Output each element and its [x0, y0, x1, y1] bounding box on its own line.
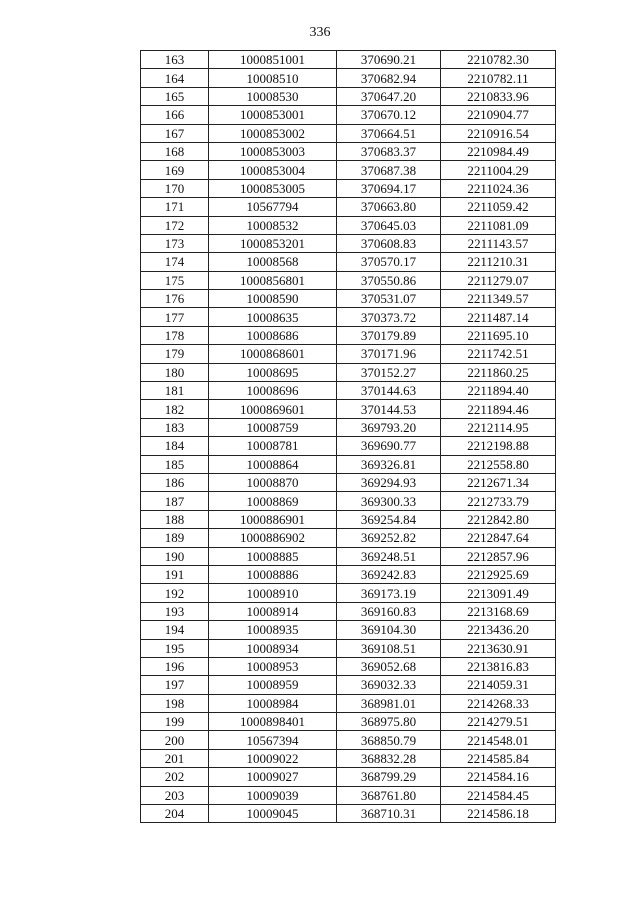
table-row	[141, 142, 556, 160]
point-code-cell: 10008984	[209, 694, 337, 712]
table-row	[141, 198, 556, 216]
row-number-cell: 192	[141, 584, 209, 602]
table-row	[141, 492, 556, 510]
point-code-cell: 10567794	[209, 198, 337, 216]
table-row	[141, 382, 556, 400]
y-coordinate-cell: 2213630.91	[441, 639, 556, 657]
table-row	[141, 69, 556, 87]
table-row	[141, 786, 556, 804]
point-code-cell: 1000851001	[209, 51, 337, 69]
y-coordinate-cell: 2214268.33	[441, 694, 556, 712]
table-row	[141, 308, 556, 326]
table-row	[141, 363, 556, 381]
table-row	[141, 565, 556, 583]
x-coordinate-cell: 370663.80	[337, 198, 441, 216]
point-code-cell: 1000868601	[209, 345, 337, 363]
y-coordinate-cell: 2212114.95	[441, 418, 556, 436]
table-row	[141, 437, 556, 455]
table-row	[141, 731, 556, 749]
x-coordinate-cell: 368850.79	[337, 731, 441, 749]
point-code-cell: 10008910	[209, 584, 337, 602]
y-coordinate-cell: 2214585.84	[441, 749, 556, 767]
point-code-cell: 1000853001	[209, 106, 337, 124]
x-coordinate-cell: 369032.33	[337, 676, 441, 694]
table-row	[141, 400, 556, 418]
row-number-cell: 163	[141, 51, 209, 69]
row-number-cell: 174	[141, 253, 209, 271]
row-number-cell: 172	[141, 216, 209, 234]
table-row	[141, 51, 556, 69]
x-coordinate-cell: 370608.83	[337, 234, 441, 252]
y-coordinate-cell: 2211349.57	[441, 290, 556, 308]
x-coordinate-cell: 370694.17	[337, 179, 441, 197]
y-coordinate-cell: 2210984.49	[441, 142, 556, 160]
x-coordinate-cell: 369690.77	[337, 437, 441, 455]
point-code-cell: 10008532	[209, 216, 337, 234]
x-coordinate-cell: 370682.94	[337, 69, 441, 87]
row-number-cell: 201	[141, 749, 209, 767]
y-coordinate-cell: 2212671.34	[441, 473, 556, 491]
x-coordinate-cell: 369104.30	[337, 621, 441, 639]
table-row	[141, 676, 556, 694]
y-coordinate-cell: 2213091.49	[441, 584, 556, 602]
x-coordinate-cell: 370645.03	[337, 216, 441, 234]
x-coordinate-cell: 370690.21	[337, 51, 441, 69]
row-number-cell: 200	[141, 731, 209, 749]
point-code-cell: 10008568	[209, 253, 337, 271]
row-number-cell: 182	[141, 400, 209, 418]
x-coordinate-cell: 369254.84	[337, 510, 441, 528]
point-code-cell: 1000853201	[209, 234, 337, 252]
y-coordinate-cell: 2211143.57	[441, 234, 556, 252]
x-coordinate-cell: 369160.83	[337, 602, 441, 620]
point-code-cell: 10008696	[209, 382, 337, 400]
point-code-cell: 10008510	[209, 69, 337, 87]
point-code-cell: 1000886902	[209, 529, 337, 547]
table-row	[141, 87, 556, 105]
point-code-cell: 1000856801	[209, 271, 337, 289]
y-coordinate-cell: 2211210.31	[441, 253, 556, 271]
row-number-cell: 186	[141, 473, 209, 491]
point-code-cell: 10008934	[209, 639, 337, 657]
y-coordinate-cell: 2210916.54	[441, 124, 556, 142]
table-row	[141, 602, 556, 620]
row-number-cell: 193	[141, 602, 209, 620]
row-number-cell: 176	[141, 290, 209, 308]
table-row	[141, 290, 556, 308]
table-row	[141, 657, 556, 675]
table-row	[141, 639, 556, 657]
point-code-cell: 1000853005	[209, 179, 337, 197]
y-coordinate-cell: 2211004.29	[441, 161, 556, 179]
x-coordinate-cell: 370647.20	[337, 87, 441, 105]
x-coordinate-cell: 370670.12	[337, 106, 441, 124]
x-coordinate-cell: 370687.38	[337, 161, 441, 179]
table-row	[141, 510, 556, 528]
y-coordinate-cell: 2213816.83	[441, 657, 556, 675]
point-code-cell: 10008959	[209, 676, 337, 694]
x-coordinate-cell: 369326.81	[337, 455, 441, 473]
y-coordinate-cell: 2212198.88	[441, 437, 556, 455]
x-coordinate-cell: 370179.89	[337, 326, 441, 344]
point-code-cell: 10009039	[209, 786, 337, 804]
table-row	[141, 805, 556, 823]
point-code-cell: 10567394	[209, 731, 337, 749]
row-number-cell: 198	[141, 694, 209, 712]
y-coordinate-cell: 2212558.80	[441, 455, 556, 473]
row-number-cell: 189	[141, 529, 209, 547]
x-coordinate-cell: 368761.80	[337, 786, 441, 804]
table-row	[141, 547, 556, 565]
y-coordinate-cell: 2214584.16	[441, 768, 556, 786]
y-coordinate-cell: 2214548.01	[441, 731, 556, 749]
table-row	[141, 749, 556, 767]
table-row	[141, 455, 556, 473]
row-number-cell: 199	[141, 713, 209, 731]
table-row	[141, 418, 556, 436]
table-row	[141, 271, 556, 289]
row-number-cell: 183	[141, 418, 209, 436]
x-coordinate-cell: 368799.29	[337, 768, 441, 786]
row-number-cell: 169	[141, 161, 209, 179]
table-row	[141, 253, 556, 271]
point-code-cell: 10008935	[209, 621, 337, 639]
y-coordinate-cell: 2211894.46	[441, 400, 556, 418]
point-code-cell: 10008781	[209, 437, 337, 455]
x-coordinate-cell: 368710.31	[337, 805, 441, 823]
y-coordinate-cell: 2211059.42	[441, 198, 556, 216]
table-row	[141, 621, 556, 639]
x-coordinate-cell: 369252.82	[337, 529, 441, 547]
row-number-cell: 165	[141, 87, 209, 105]
point-code-cell: 10008530	[209, 87, 337, 105]
coordinates-table-body	[141, 51, 556, 823]
point-code-cell: 10008869	[209, 492, 337, 510]
point-code-cell: 10008885	[209, 547, 337, 565]
row-number-cell: 177	[141, 308, 209, 326]
y-coordinate-cell: 2212847.64	[441, 529, 556, 547]
point-code-cell: 10008870	[209, 473, 337, 491]
point-code-cell: 10008686	[209, 326, 337, 344]
x-coordinate-cell: 368981.01	[337, 694, 441, 712]
y-coordinate-cell: 2214279.51	[441, 713, 556, 731]
y-coordinate-cell: 2212857.96	[441, 547, 556, 565]
point-code-cell: 1000853002	[209, 124, 337, 142]
x-coordinate-cell: 369242.83	[337, 565, 441, 583]
y-coordinate-cell: 2211695.10	[441, 326, 556, 344]
x-coordinate-cell: 369173.19	[337, 584, 441, 602]
row-number-cell: 194	[141, 621, 209, 639]
y-coordinate-cell: 2211894.40	[441, 382, 556, 400]
y-coordinate-cell: 2210833.96	[441, 87, 556, 105]
x-coordinate-cell: 370550.86	[337, 271, 441, 289]
table-row	[141, 106, 556, 124]
row-number-cell: 203	[141, 786, 209, 804]
row-number-cell: 175	[141, 271, 209, 289]
row-number-cell: 196	[141, 657, 209, 675]
y-coordinate-cell: 2214059.31	[441, 676, 556, 694]
y-coordinate-cell: 2212733.79	[441, 492, 556, 510]
x-coordinate-cell: 370171.96	[337, 345, 441, 363]
row-number-cell: 179	[141, 345, 209, 363]
x-coordinate-cell: 368975.80	[337, 713, 441, 731]
x-coordinate-cell: 368832.28	[337, 749, 441, 767]
point-code-cell: 10008635	[209, 308, 337, 326]
y-coordinate-cell: 2214584.45	[441, 786, 556, 804]
row-number-cell: 167	[141, 124, 209, 142]
point-code-cell: 10008759	[209, 418, 337, 436]
table-row	[141, 713, 556, 731]
row-number-cell: 191	[141, 565, 209, 583]
y-coordinate-cell: 2211024.36	[441, 179, 556, 197]
table-row	[141, 326, 556, 344]
y-coordinate-cell: 2210904.77	[441, 106, 556, 124]
y-coordinate-cell: 2210782.11	[441, 69, 556, 87]
x-coordinate-cell: 369248.51	[337, 547, 441, 565]
row-number-cell: 180	[141, 363, 209, 381]
row-number-cell: 184	[141, 437, 209, 455]
row-number-cell: 204	[141, 805, 209, 823]
x-coordinate-cell: 369300.33	[337, 492, 441, 510]
row-number-cell: 171	[141, 198, 209, 216]
point-code-cell: 10008914	[209, 602, 337, 620]
page-number: 336	[309, 25, 331, 40]
point-code-cell: 1000853003	[209, 142, 337, 160]
point-code-cell: 10009045	[209, 805, 337, 823]
point-code-cell: 1000886901	[209, 510, 337, 528]
point-code-cell: 1000869601	[209, 400, 337, 418]
row-number-cell: 187	[141, 492, 209, 510]
row-number-cell: 185	[141, 455, 209, 473]
y-coordinate-cell: 2214586.18	[441, 805, 556, 823]
table-row	[141, 179, 556, 197]
table-row	[141, 216, 556, 234]
point-code-cell: 1000853004	[209, 161, 337, 179]
point-code-cell: 10008590	[209, 290, 337, 308]
table-row	[141, 234, 556, 252]
y-coordinate-cell: 2213168.69	[441, 602, 556, 620]
x-coordinate-cell: 370683.37	[337, 142, 441, 160]
point-code-cell: 1000898401	[209, 713, 337, 731]
point-code-cell: 10008886	[209, 565, 337, 583]
row-number-cell: 166	[141, 106, 209, 124]
row-number-cell: 170	[141, 179, 209, 197]
x-coordinate-cell: 370152.27	[337, 363, 441, 381]
y-coordinate-cell: 2211487.14	[441, 308, 556, 326]
y-coordinate-cell: 2212925.69	[441, 565, 556, 583]
y-coordinate-cell: 2210782.30	[441, 51, 556, 69]
point-code-cell: 10008864	[209, 455, 337, 473]
x-coordinate-cell: 369793.20	[337, 418, 441, 436]
x-coordinate-cell: 370144.53	[337, 400, 441, 418]
row-number-cell: 190	[141, 547, 209, 565]
table-row	[141, 473, 556, 491]
x-coordinate-cell: 369294.93	[337, 473, 441, 491]
x-coordinate-cell: 370373.72	[337, 308, 441, 326]
row-number-cell: 181	[141, 382, 209, 400]
row-number-cell: 197	[141, 676, 209, 694]
x-coordinate-cell: 369108.51	[337, 639, 441, 657]
coordinates-table	[140, 50, 556, 823]
x-coordinate-cell: 369052.68	[337, 657, 441, 675]
y-coordinate-cell: 2211279.07	[441, 271, 556, 289]
table-row	[141, 345, 556, 363]
table-row	[141, 694, 556, 712]
y-coordinate-cell: 2211860.25	[441, 363, 556, 381]
table-row	[141, 161, 556, 179]
row-number-cell: 195	[141, 639, 209, 657]
table-row	[141, 584, 556, 602]
x-coordinate-cell: 370144.63	[337, 382, 441, 400]
row-number-cell: 164	[141, 69, 209, 87]
table-row	[141, 529, 556, 547]
x-coordinate-cell: 370570.17	[337, 253, 441, 271]
row-number-cell: 173	[141, 234, 209, 252]
point-code-cell: 10009027	[209, 768, 337, 786]
y-coordinate-cell: 2211742.51	[441, 345, 556, 363]
y-coordinate-cell: 2211081.09	[441, 216, 556, 234]
y-coordinate-cell: 2212842.80	[441, 510, 556, 528]
x-coordinate-cell: 370531.07	[337, 290, 441, 308]
x-coordinate-cell: 370664.51	[337, 124, 441, 142]
point-code-cell: 10008695	[209, 363, 337, 381]
point-code-cell: 10009022	[209, 749, 337, 767]
table-row	[141, 124, 556, 142]
row-number-cell: 188	[141, 510, 209, 528]
row-number-cell: 178	[141, 326, 209, 344]
point-code-cell: 10008953	[209, 657, 337, 675]
row-number-cell: 202	[141, 768, 209, 786]
y-coordinate-cell: 2213436.20	[441, 621, 556, 639]
row-number-cell: 168	[141, 142, 209, 160]
table-row	[141, 768, 556, 786]
